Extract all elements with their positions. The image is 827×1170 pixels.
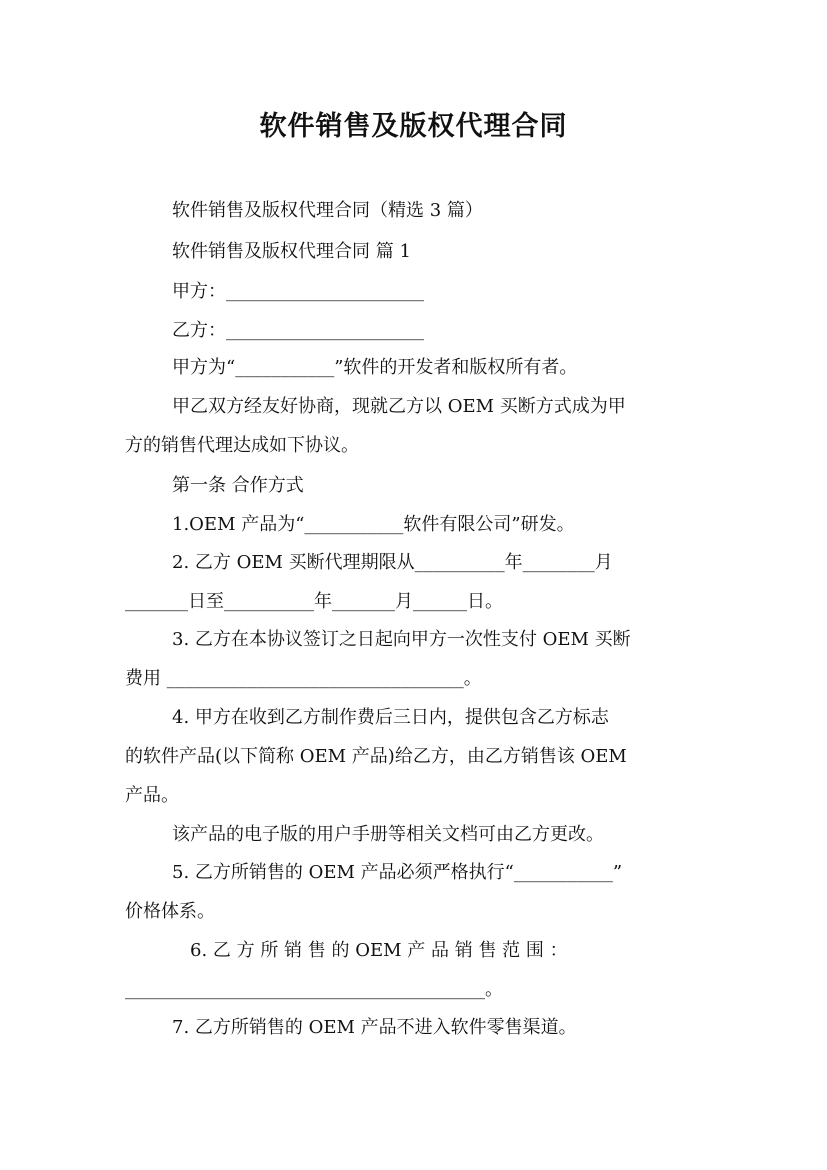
- subtitle-selected: 软件销售及版权代理合同（精选 3 篇）: [172, 200, 483, 221]
- party-b-line: 乙方：______________________: [172, 320, 424, 341]
- party-a-line: 甲方：______________________: [172, 281, 424, 302]
- chapter-heading: 软件销售及版权代理合同 篇 1: [172, 241, 411, 262]
- clause-4-line-2: 的软件产品(以下简称 OEM 产品)给乙方，由乙方销售该 OEM: [125, 746, 627, 767]
- paragraph-owner: 甲方为“___________”软件的开发者和版权所有者。: [172, 357, 578, 378]
- paragraph-negotiation-2: 方的销售代理达成如下协议。: [125, 435, 359, 456]
- clause-1: 1.OEM 产品为“___________软件有限公司”研发。: [172, 514, 575, 535]
- clause-6-line-2: ________________________________________。: [125, 979, 503, 1000]
- article-1-heading: 第一条 合作方式: [172, 475, 304, 496]
- clause-6-line-1: 6. 乙 方 所 销 售 的 OEM 产 品 销 售 范 围 ：: [190, 940, 568, 961]
- clause-3-line-2: 费用 _________________________________。: [125, 668, 482, 689]
- clause-7: 7. 乙方所销售的 OEM 产品不进入软件零售渠道。: [172, 1017, 577, 1038]
- clause-4-line-3: 产品。: [125, 785, 179, 806]
- clause-5-line-1: 5. 乙方所销售的 OEM 产品必须严格执行“___________”: [172, 862, 623, 883]
- clause-3-line-1: 3. 乙方在本协议签订之日起向甲方一次性支付 OEM 买断: [172, 629, 631, 650]
- clause-2-line-2: _______日至__________年_______月______日。: [125, 591, 503, 612]
- paragraph-negotiation-1: 甲乙双方经友好协商，现就乙方以 OEM 买断方式成为甲: [172, 396, 626, 417]
- clause-4-line-1: 4. 甲方在收到乙方制作费后三日内，提供包含乙方标志: [172, 707, 609, 728]
- clause-5-line-2: 价格体系。: [125, 901, 215, 922]
- clause-4-note: 该产品的电子版的用户手册等相关文档可由乙方更改。: [172, 824, 604, 845]
- clause-2-line-1: 2. 乙方 OEM 买断代理期限从__________年________月: [172, 552, 613, 573]
- document-title: 软件销售及版权代理合同: [259, 111, 568, 142]
